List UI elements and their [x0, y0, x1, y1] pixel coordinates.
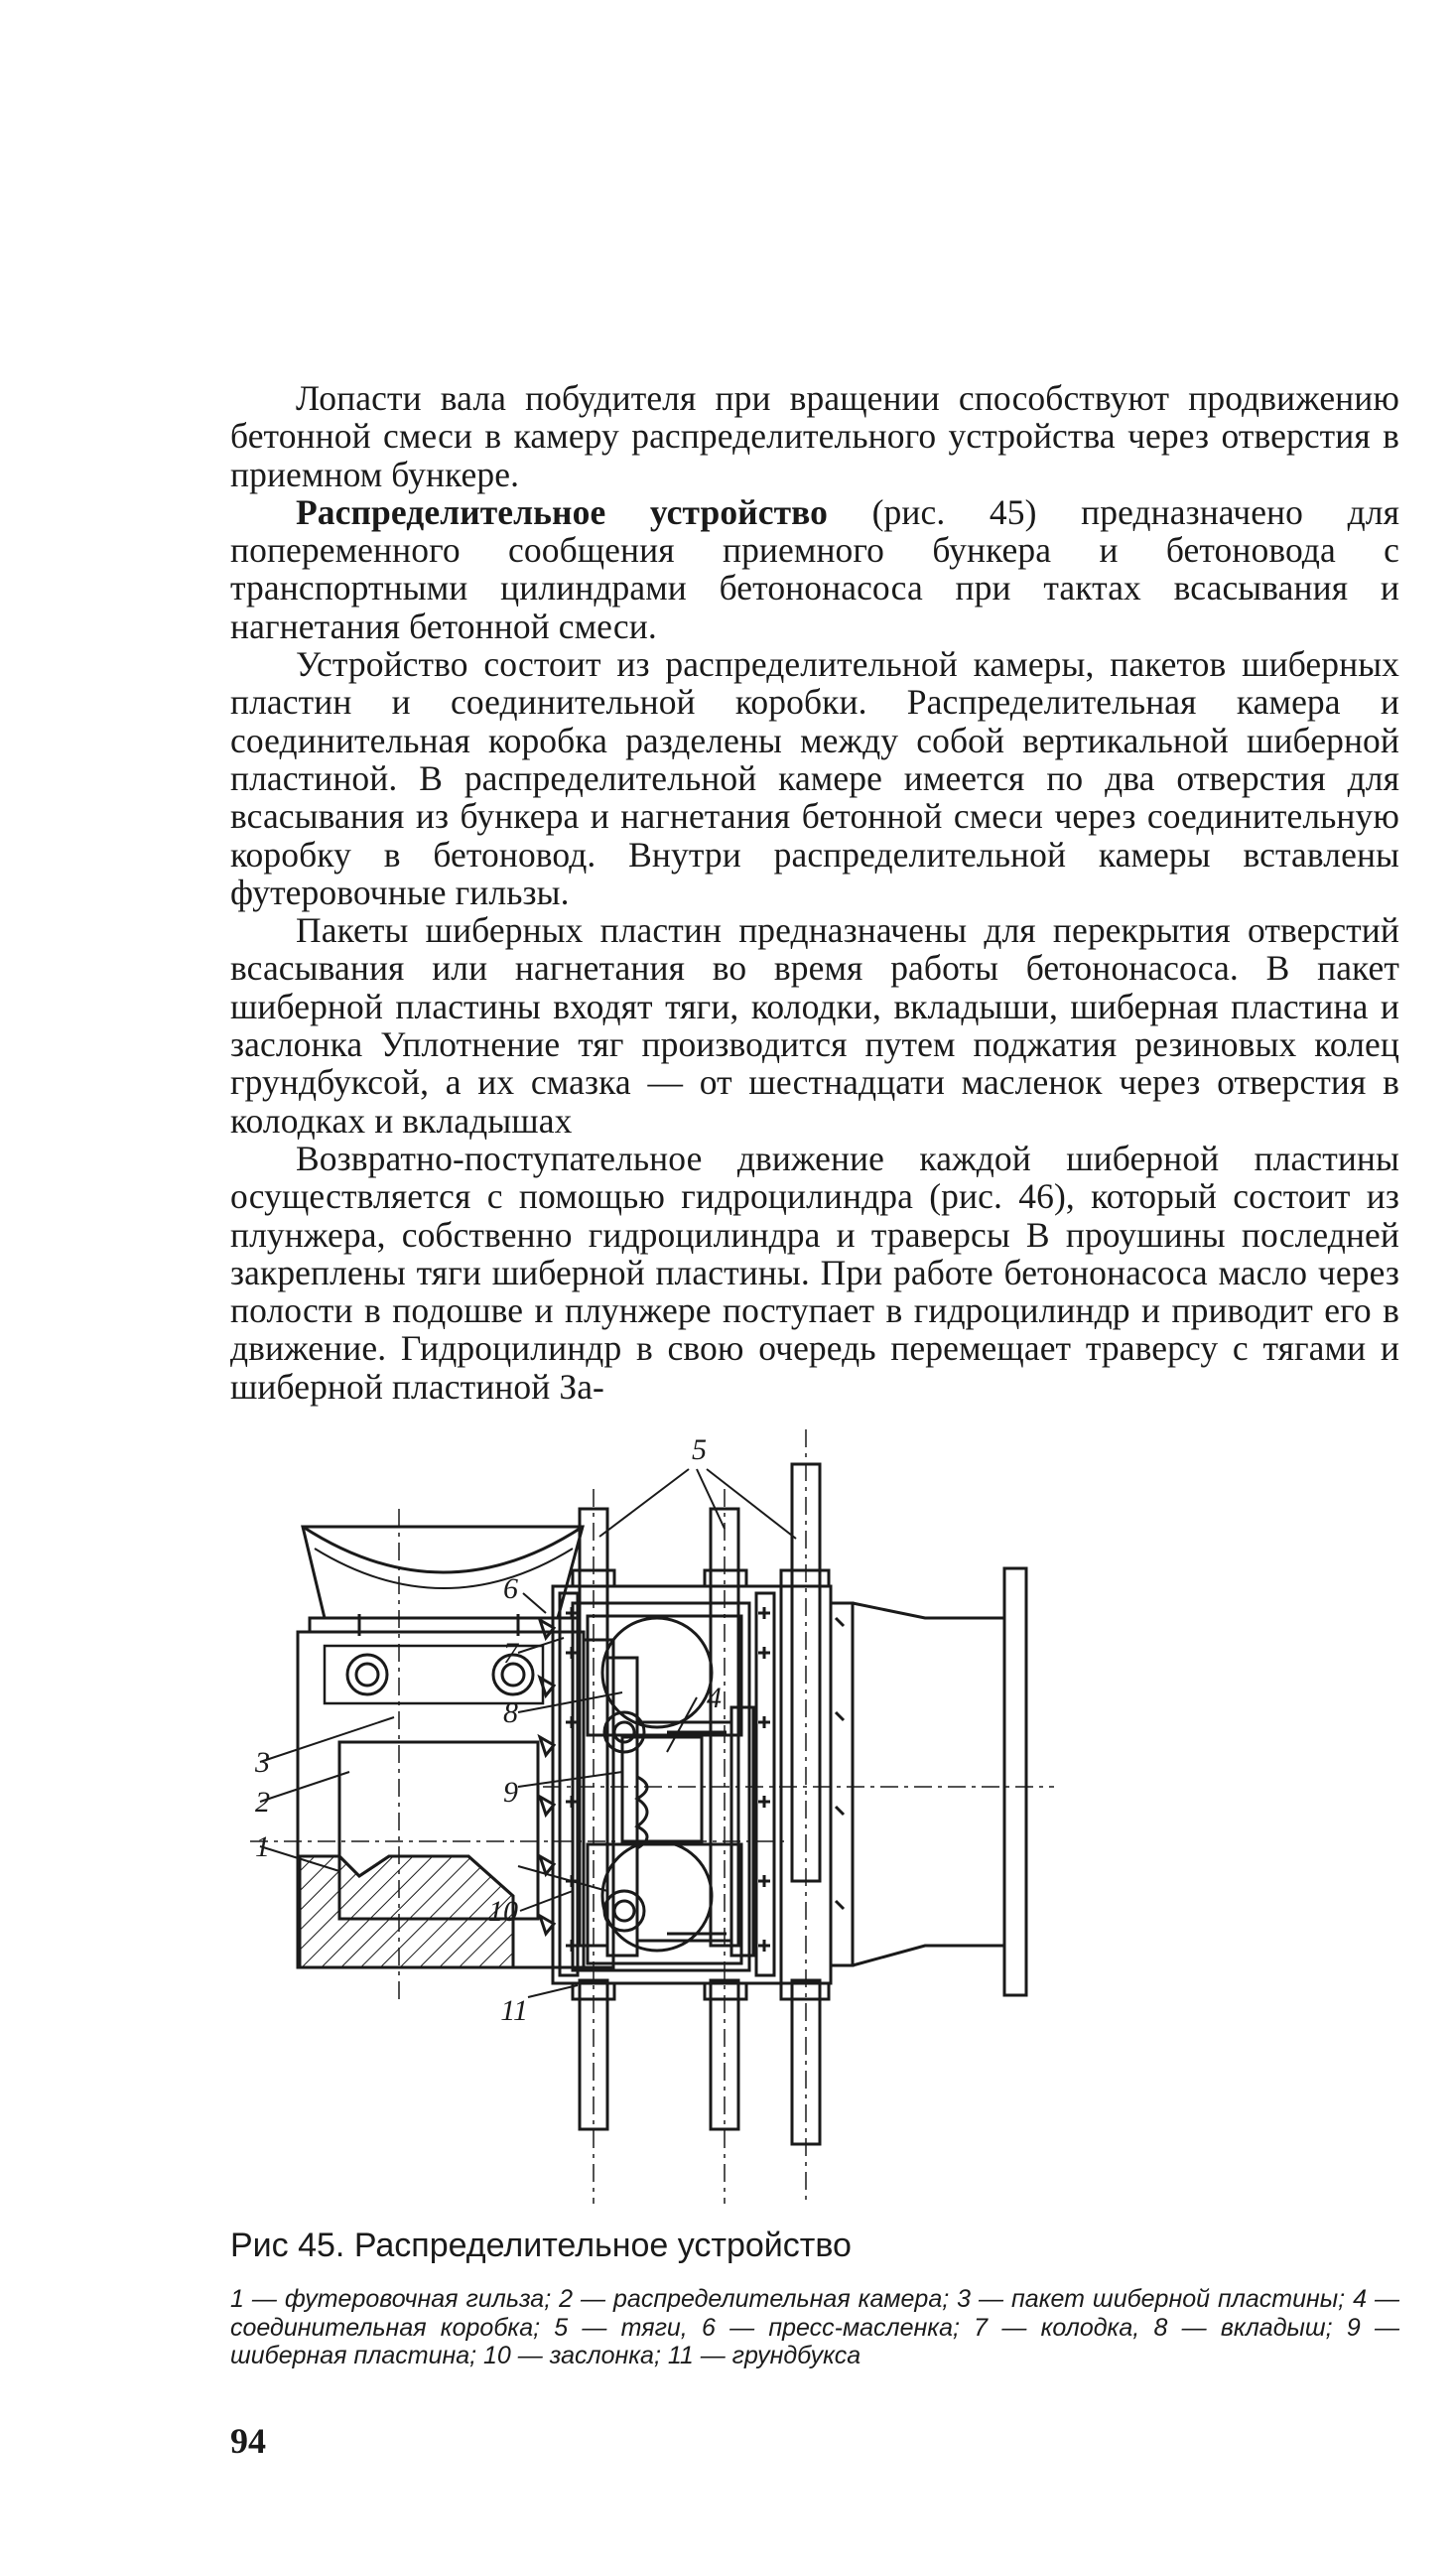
technical-drawing [230, 1390, 1399, 2204]
paragraph-4: Пакеты шиберных пластин предназначены для перекрытия отверстий всасывания или нагнетания во время работы бетононасоса. В пакет шиберной пластины входят тяги, колодки, вкладыши, шиберная пластина и заслонка Уплотнение тяг производится путем поджатия резиновых колец грундбуксой, а их смазка — от шестнадцати масленок через отверстия в колодках и вкладышах [230, 910, 1399, 1141]
label-1: 1 [255, 1830, 270, 1863]
right-view [518, 1429, 1054, 2204]
page-number: 94 [230, 2421, 266, 2461]
label-4: 4 [707, 1682, 722, 1714]
label-8: 8 [503, 1696, 518, 1729]
paragraph-2: Распределительное устройство (рис. 45) предназначено для попеременного сообщения приемного бункера и бетоновода с транспортными цилиндрами бетононасоса при тактах всасывания и нагнетания бетонной смеси. [230, 491, 1400, 646]
label-11: 11 [500, 1994, 528, 2027]
term-distribution-device: Распределительное устройство [296, 491, 829, 532]
label-2: 2 [255, 1786, 270, 1819]
label-9: 9 [503, 1776, 518, 1809]
label-5: 5 [692, 1433, 707, 1466]
label-7: 7 [503, 1637, 518, 1670]
label-3: 3 [255, 1746, 270, 1779]
body-text [230, 379, 1399, 1406]
figure-45-drawing [230, 1390, 1399, 2204]
paragraph-3: Устройство состоит из распределительной камеры, пакетов шиберных пластин и соединительной коробки. Распределительная камера и соединительная коробка разделены между собой вертикальной шиберной пластиной. В распределительной камере имеется по два отверстия для всасывания из бункера и нагнетания бетонной смеси через соединительную коробку в бетоновод. Внутри распределительной камеры вставлены футеровочные гильзы. [230, 644, 1399, 912]
figure-legend: 1 — футеровочная гильза; 2 — распределительная камера; 3 — пакет шиберной пластины; 4 — соединительная коробка; 5 — тяги, 6 — пресс-масленка; 7 — колодка, 8 — вкладыш; 9 — шиберная пластина; 10 — заслонка; 11 — грундбукса [230, 2285, 1399, 2369]
paragraph-1: Лопасти вала побудителя при вращении способствуют продвижению бетонной смеси в камеру распределительного устройства через отверстия в приемном бункере. [230, 378, 1399, 494]
figure-caption: Рис 45. Распределительное устройство [230, 2227, 852, 2264]
label-6: 6 [503, 1572, 518, 1605]
label-10: 10 [488, 1895, 518, 1928]
paragraph-5: Возвратно-поступательное движение каждой шиберной пластины осуществляется с помощью гидроцилиндра (рис. 46), который состоит из плунжера, собственно гидроцилиндра и траверсы В проушины последней закреплены тяги шиберной пластины. При работе бетононасоса масло через полости в подошве и плунжере поступает в гидроцилиндр и приводит его в движение. Гидроцилиндр в свою очередь перемещает траверсу с тягами и шиберной пластиной За- [230, 1138, 1399, 1407]
